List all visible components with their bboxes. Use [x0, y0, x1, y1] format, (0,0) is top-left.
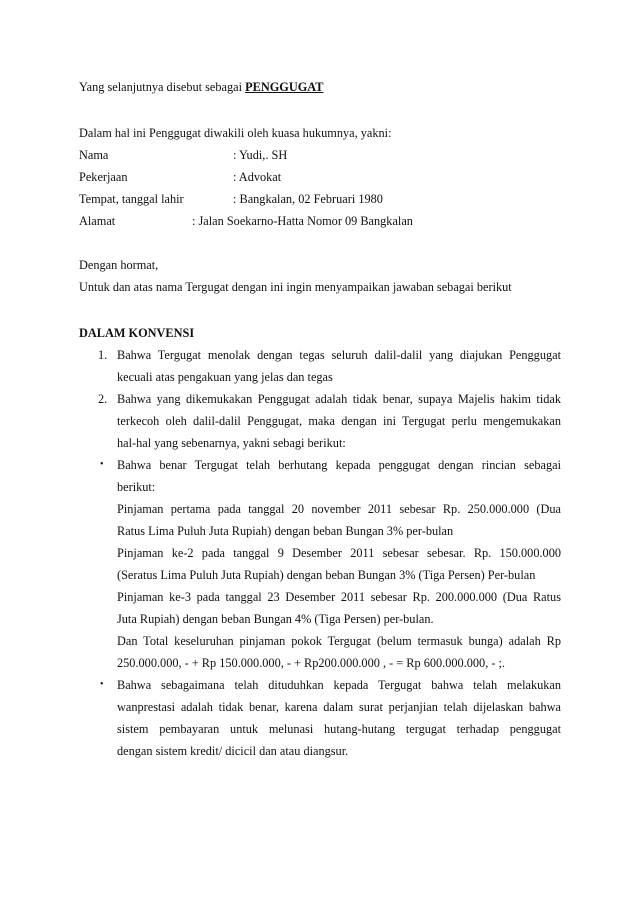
bullet-line: Bahwa sebagaimana telah dituduhkan kepada Tergugat bahwa telah melakukan: [117, 678, 561, 692]
bullet-line: (Seratus Lima Puluh Juta Rupiah) dengan beban Bungan 3% (Tiga Persen) Per-bulan: [117, 568, 536, 582]
section-title: DALAM KONVENSI: [79, 326, 195, 340]
bullet-line: Pinjaman ke-2 pada tanggal 9 Desember 2011 sebesar sebesar. Rp. 150.000.000: [117, 546, 561, 560]
lawyer-name-label: Nama: [79, 148, 109, 162]
item-line: terkecoh oleh dalil-dalil Penggugat, maka dengan ini Tergugat perlu mengemukakan: [117, 414, 561, 428]
bullet-icon: •: [100, 679, 104, 690]
lawyer-address-label: Alamat: [79, 214, 116, 228]
bullet-icon: •: [100, 459, 104, 470]
intro-line: [79, 80, 323, 95]
bullet-line: Dan Total keseluruhan pinjaman pokok Tergugat (belum termasuk bunga) adalah Rp: [117, 634, 561, 648]
greeting: Dengan hormat,: [79, 258, 159, 272]
item-number: 1.: [98, 348, 108, 362]
bullet-line: wanprestasi adalah tidak benar, karena dalam surat perjanjian telah dijelaskan bahwa: [117, 700, 561, 714]
party-name: PENGGUGAT: [245, 80, 324, 94]
lawyer-birth-value: : Bangkalan, 02 Februari 1980: [233, 192, 383, 206]
bullet-line: Bahwa benar Tergugat telah berhutang kepada penggugat dengan rincian sebagai: [117, 458, 561, 472]
intro-text: Yang selanjutnya disebut sebagai: [79, 80, 243, 94]
bullet-line: Pinjaman pertama pada tanggal 20 november 2011 sebesar Rp. 250.000.000 (Dua: [117, 502, 561, 516]
bullet-line: 250.000.000, - + Rp 150.000.000, - + Rp200.000.000 , - = Rp 600.000.000, - ;.: [117, 656, 506, 670]
purpose-text: Untuk dan atas nama Tergugat dengan ini ingin menyampaikan jawaban sebagai berikut: [79, 280, 512, 294]
lawyer-name-value: : Yudi,. SH: [233, 148, 288, 162]
lawyer-address-value: : Jalan Soekarno-Hatta Nomor 09 Bangkalan: [192, 214, 413, 228]
lawyer-birth-label: Tempat, tanggal lahir: [79, 192, 184, 206]
bullet-line: Ratus Lima Puluh Juta Rupiah) dengan beban Bungan 3% per-bulan: [117, 524, 454, 538]
representation-text: Dalam hal ini Penggugat diwakili oleh kuasa hukumnya, yakni:: [79, 126, 392, 140]
item-line: Bahwa yang dikemukakan Penggugat adalah tidak benar, supaya Majelis hakim tidak: [117, 392, 561, 406]
item-line: Bahwa Tergugat menolak dengan tegas seluruh dalil-dalil yang diajukan Penggugat: [117, 348, 561, 362]
bullet-line: berikut:: [117, 480, 156, 494]
bullet-line: dengan sistem kredit/ dicicil dan atau diangsur.: [117, 744, 349, 758]
item-line: kecuali atas pengakuan yang jelas dan tegas: [117, 370, 333, 384]
bullet-line: sistem pembayaran untuk melunasi hutang-hutang tergugat terhadap penggugat: [117, 722, 561, 736]
item-number: 2.: [98, 392, 108, 406]
item-line: hal-hal yang sebenarnya, yakni sebagi berikut:: [117, 436, 346, 450]
bullet-line: Pinjaman ke-3 pada tanggal 23 Desember 2011 sebesar Rp. 200.000.000 (Dua Ratus: [117, 590, 561, 604]
lawyer-job-value: : Advokat: [233, 170, 282, 184]
lawyer-job-label: Pekerjaan: [79, 170, 128, 184]
bullet-line: Juta Rupiah) dengan beban Bungan 4% (Tiga Persen) per-bulan.: [117, 612, 434, 626]
